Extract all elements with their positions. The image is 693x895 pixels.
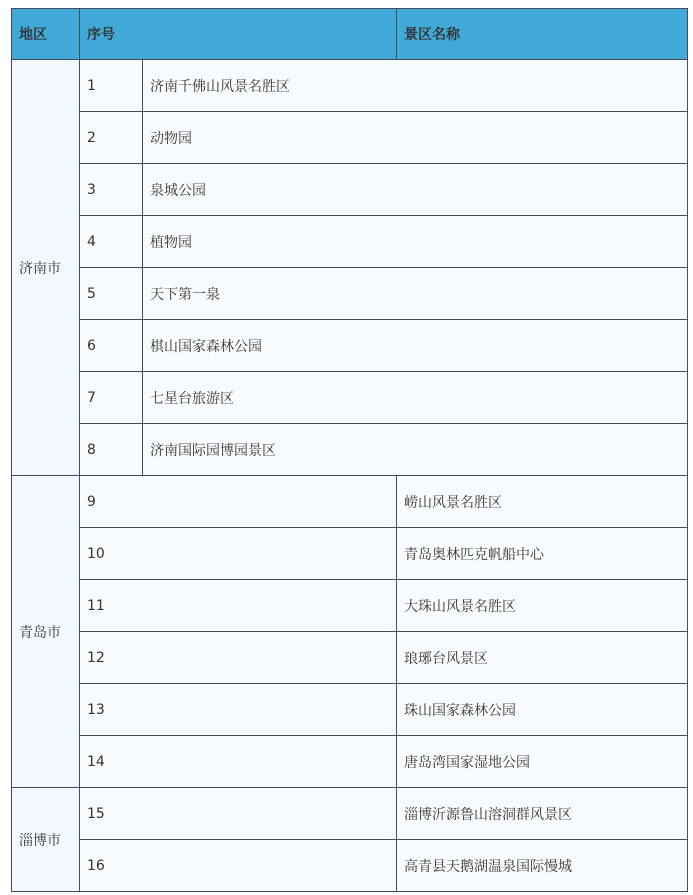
table-row [12,372,688,424]
table-row [12,164,688,216]
row-number: 16 [80,840,397,892]
table-row [12,112,688,164]
scenic-name: 棋山国家森林公园 [143,320,688,372]
scenic-name: 济南国际园博园景区 [143,424,688,476]
row-number: 10 [80,528,397,580]
table-row [12,684,688,736]
table-row [12,580,688,632]
row-number: 5 [80,268,143,320]
scenic-name: 植物园 [143,216,688,268]
row-number: 2 [80,112,143,164]
scenic-name: 济南千佛山风景名胜区 [143,60,688,112]
table-row [12,216,688,268]
scenic-name: 大珠山风景名胜区 [397,580,688,632]
row-number: 6 [80,320,143,372]
region-cell-zibo: 淄博市 [12,788,80,892]
row-number: 12 [80,632,397,684]
table-row [12,60,688,112]
table-body [12,60,688,892]
header-scenic-name: 景区名称 [397,9,688,60]
table-header [12,9,688,60]
scenic-name: 高青县天鹅湖温泉国际慢城 [397,840,688,892]
scenic-name: 七星台旅游区 [143,372,688,424]
scenic-name: 泉城公园 [143,164,688,216]
table-row [12,476,688,528]
scenic-name: 动物园 [143,112,688,164]
region-cell-jinan: 济南市 [12,60,80,476]
row-number: 9 [80,476,397,528]
row-number: 11 [80,580,397,632]
row-number: 13 [80,684,397,736]
scenic-name: 淄博沂源鲁山溶洞群风景区 [397,788,688,840]
scenic-name: 天下第一泉 [143,268,688,320]
row-number: 3 [80,164,143,216]
scenic-name: 唐岛湾国家湿地公园 [397,736,688,788]
row-number: 4 [80,216,143,268]
table-row [12,268,688,320]
scenic-spot-table [11,8,688,892]
header-row [12,9,688,60]
scenic-name: 珠山国家森林公园 [397,684,688,736]
table-row [12,736,688,788]
region-cell-qingdao: 青岛市 [12,476,80,788]
table-row [12,320,688,372]
row-number: 1 [80,60,143,112]
row-number: 15 [80,788,397,840]
table-row [12,424,688,476]
table-row [12,788,688,840]
scenic-name: 琅琊台风景区 [397,632,688,684]
row-number: 8 [80,424,143,476]
header-number: 序号 [80,9,397,60]
table-row [12,840,688,892]
row-number: 14 [80,736,397,788]
table-row [12,528,688,580]
scenic-name: 青岛奥林匹克帆船中心 [397,528,688,580]
scenic-name: 崂山风景名胜区 [397,476,688,528]
row-number: 7 [80,372,143,424]
header-region: 地区 [12,9,80,60]
table-row [12,632,688,684]
